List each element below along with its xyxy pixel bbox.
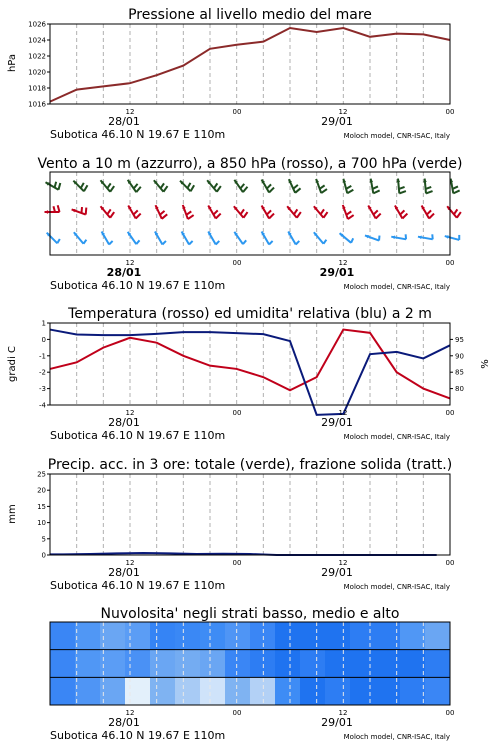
pressure-yticks	[28, 21, 50, 109]
location-label: Subotica 46.10 N 19.67 E 110m	[50, 579, 226, 592]
cloud-cell	[75, 677, 101, 705]
wind-barb-feather	[58, 205, 60, 212]
pressure-xlabels	[50, 108, 454, 141]
wind-barb-feather	[243, 240, 246, 244]
hour-tick-label: 00	[445, 409, 455, 417]
credit-label: Moloch model, CNR-ISAC, Italy	[343, 132, 450, 140]
wind-barb-feather	[457, 212, 461, 218]
wind-barb-feather	[351, 238, 353, 243]
wind-barb-feather	[109, 241, 113, 245]
wind-barb-feather	[269, 214, 274, 219]
y-tick-label: -4	[39, 401, 46, 410]
wind-barb-feather	[163, 186, 167, 192]
hour-tick-label: 00	[445, 259, 455, 267]
wind-barb-feather	[323, 212, 327, 218]
credit-label: Moloch model, CNR-ISAC, Italy	[343, 433, 450, 441]
hour-tick-label: 00	[445, 559, 455, 567]
cloud-cell	[225, 677, 251, 705]
precip-xlabels	[50, 559, 454, 592]
precip-frame	[50, 474, 450, 555]
wind-barb-feather	[241, 209, 244, 214]
precip-title: Precip. acc. in 3 ore: totale (verde), frazione solida (tratt.)	[47, 457, 453, 473]
date-tick-label: 28/01	[108, 716, 140, 729]
wind-barb-feather	[296, 241, 300, 245]
temperature-title: Temperatura (rosso) ed umidita' relativa (blu) a 2 m	[68, 306, 432, 322]
y-tick-label: 0	[41, 335, 46, 344]
hour-tick-label: 00	[232, 559, 242, 567]
wind-barb-feather	[136, 240, 139, 244]
temperature-ylabel: gradi C	[7, 346, 18, 382]
y-tick-label: 1018	[28, 84, 46, 93]
y-tick-label: 0	[41, 551, 46, 560]
wind-barb-feather	[191, 185, 195, 191]
cloud-cell	[350, 650, 376, 678]
hour-tick-label: 12	[338, 108, 348, 116]
wind-barb-feather	[243, 187, 247, 192]
wind-barb-feather	[426, 191, 433, 193]
wind-barb-feather	[134, 210, 138, 214]
cloud-cell	[300, 622, 326, 650]
y-tick-label: 1022	[28, 52, 46, 61]
wind-barb-feather	[402, 214, 407, 219]
cloud-cell	[350, 677, 376, 705]
wind-barb-feather	[453, 186, 458, 189]
cloud-cell	[200, 677, 226, 705]
temperature-line	[50, 330, 450, 399]
cloud-cell	[325, 650, 351, 678]
hour-tick-label: 00	[232, 259, 242, 267]
wind-barb-feather	[321, 209, 324, 214]
pressure-panel	[7, 7, 454, 141]
y-right-tick-label: 90	[455, 352, 464, 361]
cloud-cell	[175, 622, 201, 650]
location-label: Subotica 46.10 N 19.67 E 110m	[50, 279, 226, 292]
cloud-cell	[400, 650, 426, 678]
cloud-cell	[275, 622, 301, 650]
wind-barb-feather	[189, 241, 193, 245]
y-tick-label: 10	[37, 519, 46, 528]
wind-barb-feather	[454, 209, 457, 214]
wind-barb-feather	[453, 190, 459, 193]
hour-tick-label: 12	[125, 409, 135, 417]
cloud-cell	[50, 650, 76, 678]
wind-barb-feather	[162, 241, 166, 245]
cloud-cell	[350, 622, 376, 650]
cloud-cell	[125, 677, 151, 705]
cloud-cell	[50, 677, 76, 705]
location-label: Subotica 46.10 N 19.67 E 110m	[50, 429, 226, 442]
location-label: Subotica 46.10 N 19.67 E 110m	[50, 729, 226, 742]
y-tick-label: 25	[37, 470, 46, 479]
cloud-cell	[125, 650, 151, 678]
date-tick-label: 28/01	[108, 115, 140, 128]
hour-tick-label: 12	[125, 259, 135, 267]
y-tick-label: 1	[41, 319, 46, 328]
date-tick-label: 29/01	[321, 115, 353, 128]
cloud-cell	[250, 622, 276, 650]
wind-barb-feather	[83, 240, 86, 244]
y-tick-label: 1016	[28, 100, 46, 109]
wind-barb-feather	[55, 182, 57, 188]
cloud-cell	[300, 677, 326, 705]
cloud-cells	[50, 622, 451, 705]
credit-label: Moloch model, CNR-ISAC, Italy	[343, 283, 450, 291]
wind-barb-head	[45, 210, 49, 214]
wind-barb-feather	[269, 188, 274, 193]
y-tick-label: 1020	[28, 68, 46, 77]
wind-barb-feather	[57, 239, 60, 243]
y-tick-label: -1	[39, 352, 46, 361]
date-tick-label: 29/01	[321, 416, 353, 429]
hour-tick-label: 12	[125, 709, 135, 717]
temperature-series	[50, 330, 450, 415]
wind-barb-feather	[427, 210, 431, 214]
wind-barb-feather	[295, 188, 300, 192]
credit-label: Moloch model, CNR-ISAC, Italy	[343, 583, 450, 591]
wind-barb-feather	[136, 187, 140, 192]
cloud-cell	[400, 677, 426, 705]
wind-barb-feather	[214, 210, 218, 214]
wind-barb-feather	[216, 241, 220, 245]
cloud-cell	[50, 622, 76, 650]
precip-grid	[77, 474, 424, 555]
wind-barb-feather	[187, 183, 190, 188]
cloud-cell	[175, 650, 201, 678]
pressure-line	[50, 28, 450, 102]
pressure-series	[50, 28, 450, 102]
cloud-cell	[150, 677, 176, 705]
wind-barb-feather	[216, 214, 221, 219]
temperature-panel	[7, 306, 491, 442]
wind-barb-feather	[267, 210, 271, 214]
wind-barb-feather	[373, 190, 379, 193]
wind-barb-feather	[374, 210, 378, 214]
y-tick-label: 15	[37, 502, 46, 511]
pressure-title: Pressione al livello medio del mare	[128, 7, 372, 23]
hour-tick-label: 00	[445, 108, 455, 116]
cloud-cell	[200, 650, 226, 678]
wind-barb-feather	[267, 184, 271, 188]
location-label: Subotica 46.10 N 19.67 E 110m	[50, 128, 226, 141]
wind-barb-feather	[107, 209, 110, 214]
wind-barb-feather	[86, 208, 87, 215]
wind-barb-feather	[320, 185, 325, 188]
wind-barb-feather	[84, 185, 88, 191]
hour-tick-label: 12	[338, 259, 348, 267]
wind-barb-feather	[293, 185, 298, 189]
wind-barb-feather	[429, 214, 434, 219]
temperature-xlabels	[50, 409, 454, 442]
cloud-cell	[175, 677, 201, 705]
wind-barb-feather	[376, 214, 381, 219]
wind-barb-feather	[269, 241, 273, 245]
wind-barb-feather	[161, 183, 164, 188]
cloud-cell	[425, 677, 451, 705]
cloud-cell	[225, 622, 251, 650]
wind-barb-feather	[160, 211, 165, 215]
hour-tick-label: 00	[232, 709, 242, 717]
cloud-cell	[400, 622, 426, 650]
y-tick-label: -2	[39, 368, 46, 377]
wind-barb-feather	[348, 215, 354, 219]
hour-tick-label: 12	[125, 559, 135, 567]
wind-barb-feather	[186, 211, 191, 214]
wind-barb-feather	[297, 212, 301, 218]
date-tick-label: 29/01	[319, 266, 355, 279]
y-tick-label: 5	[41, 535, 46, 544]
date-tick-label: 28/01	[106, 266, 142, 279]
wind-barb-feather	[243, 212, 247, 218]
wind-barb-feather	[136, 214, 141, 219]
wind-barb-feather	[240, 184, 244, 189]
wind-barb-feather	[81, 207, 82, 213]
wind-barb-feather	[81, 183, 84, 188]
cloud-cell	[425, 622, 451, 650]
wind-barb-feather	[321, 189, 327, 193]
cloud-cell	[225, 650, 251, 678]
wind-barb-feather	[217, 186, 221, 192]
wind-barb-feather	[373, 186, 378, 189]
wind-barb-feather	[58, 183, 60, 190]
cloud-panel	[50, 606, 454, 742]
humidity-ylabel: %	[480, 359, 491, 369]
wind-barb-feather	[347, 190, 353, 194]
y-right-tick-label: 80	[455, 385, 464, 394]
wind-barb-feather	[346, 186, 351, 189]
cloud-cell	[300, 650, 326, 678]
cloud-cell	[425, 650, 451, 678]
hour-tick-label: 12	[338, 709, 348, 717]
y-right-tick-label: 85	[455, 368, 464, 377]
wind-barb-feather	[214, 183, 217, 188]
wind-barb-feather	[134, 184, 138, 189]
date-tick-label: 28/01	[108, 566, 140, 579]
date-tick-label: 29/01	[321, 566, 353, 579]
y-tick-label: 1024	[28, 36, 46, 45]
wind-barb-feather	[110, 212, 114, 218]
y-tick-label: -3	[39, 385, 46, 394]
wind-barb-feather	[294, 209, 297, 214]
date-tick-label: 29/01	[321, 716, 353, 729]
cloud-cell	[200, 622, 226, 650]
hour-tick-label: 12	[338, 559, 348, 567]
cloud-cell	[150, 622, 176, 650]
hour-tick-label: 12	[338, 409, 348, 417]
precip-yticks	[37, 471, 50, 560]
y-tick-label: 20	[37, 486, 46, 495]
credit-label: Moloch model, CNR-ISAC, Italy	[343, 733, 450, 741]
cloud-cell	[275, 650, 301, 678]
cloud-cell	[125, 622, 151, 650]
cloud-title: Nuvolosita' negli strati basso, medio e alto	[100, 606, 400, 622]
date-tick-label: 28/01	[108, 416, 140, 429]
pressure-ylabel: hPa	[7, 53, 18, 73]
hour-tick-label: 12	[125, 108, 135, 116]
cloud-cell	[250, 650, 276, 678]
cloud-cell	[325, 622, 351, 650]
wind-title: Vento a 10 m (azzurro), a 850 hPa (rosso), a 700 hPa (verde)	[37, 156, 463, 172]
cloud-cell	[250, 677, 276, 705]
hour-tick-label: 00	[232, 409, 242, 417]
hour-tick-label: 00	[445, 709, 455, 717]
wind-xlabels	[50, 259, 454, 292]
precip-ylabel: mm	[7, 504, 18, 524]
wind-barb-feather	[399, 191, 406, 193]
y-right-tick-label: 95	[455, 335, 464, 344]
wind-barb-feather	[346, 211, 351, 214]
wind-barb-feather	[107, 183, 110, 188]
cloud-xlabels	[50, 709, 454, 742]
wind-barb-feather	[400, 210, 404, 214]
wind-barb-feather	[162, 214, 167, 218]
pressure-frame	[50, 24, 450, 104]
cloud-cell	[75, 622, 101, 650]
cloud-cell	[325, 677, 351, 705]
wind-barbs	[45, 179, 461, 245]
wind-barb-feather	[188, 215, 194, 219]
wind-barb-feather	[110, 186, 114, 192]
wind-panel	[37, 156, 462, 292]
cloud-cell	[75, 650, 101, 678]
cloud-cell	[150, 650, 176, 678]
y-tick-label: 1026	[28, 20, 46, 29]
cloud-cell	[275, 677, 301, 705]
hour-tick-label: 00	[232, 108, 242, 116]
wind-barb-feather	[323, 240, 326, 244]
precip-panel	[7, 457, 454, 592]
